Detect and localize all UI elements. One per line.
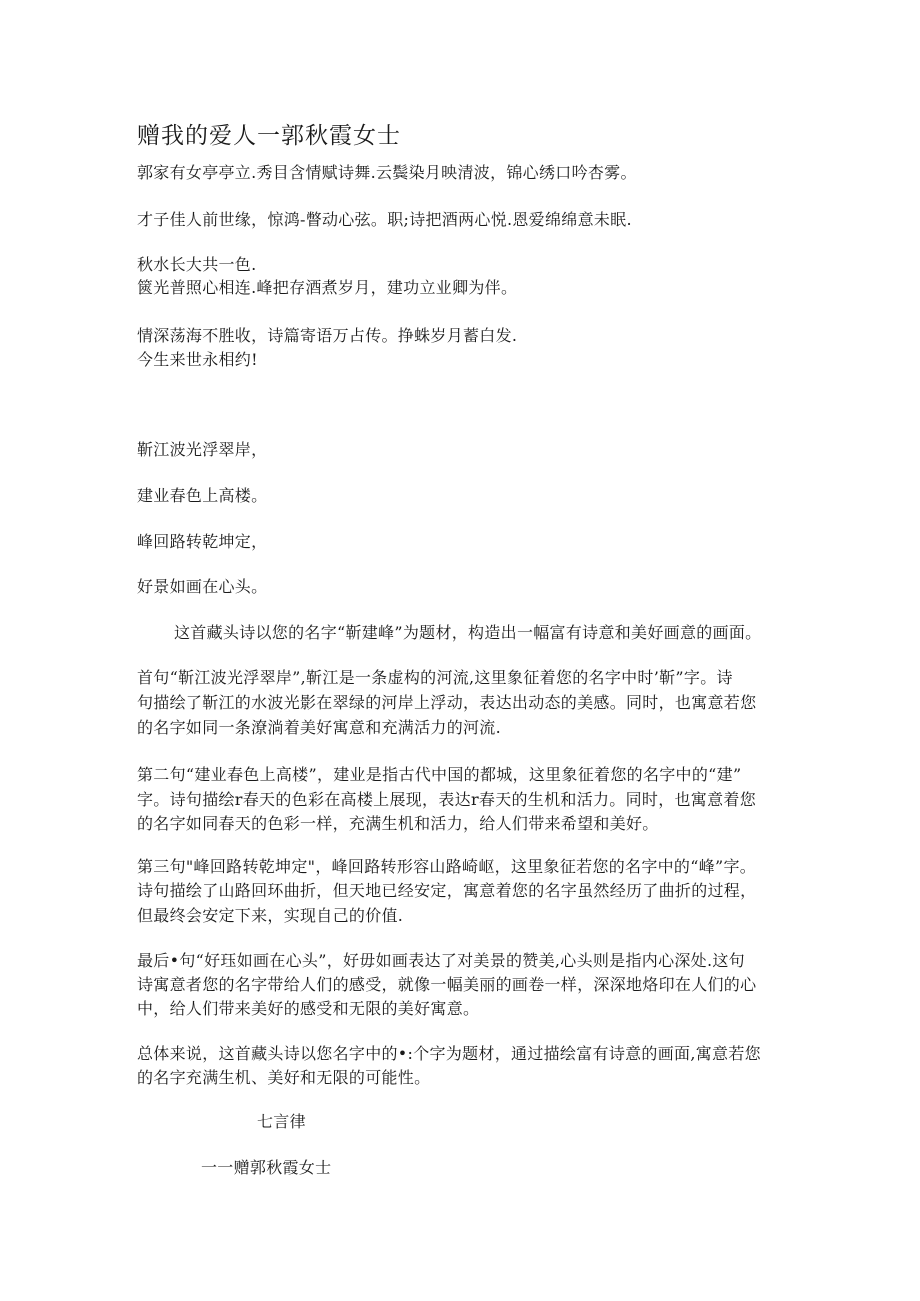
explanation-line: 句描绘了靳江的水波光影在翠绿的河岸上浮动，表达出动态的美感。同时，也寓意若您 bbox=[137, 693, 757, 712]
explanation-line: 诗句描绘了山路回环曲折，但天地已经安定，寓意着您的名字虽然经历了曲折的过程， bbox=[137, 881, 757, 900]
dedication-line: 一一赠郭秋霞女士 bbox=[201, 1158, 332, 1177]
summary-line: 总体来说，这首藏头诗以您名字中的•:个字为题材，通过描绘富有诗意的画面,寓意若您 bbox=[137, 1044, 761, 1063]
explanation-line: 最后•句“好珏如画在心头”，好毋如画表达了对美景的赞美,心头则是指内心深处.这句 bbox=[137, 951, 745, 970]
explanation-line: 中，给人们带来美好的感受和无限的美好寓意。 bbox=[137, 999, 480, 1018]
explanation-line: 但最终会安定下来，实现自己的价值. bbox=[137, 906, 404, 925]
explanation-line: 第二句“建业春色上高楼”，建业是指古代中国的都城，这里象征着您的名字中的“建” bbox=[137, 765, 742, 784]
poem-line: 篋光普照心相连.峰把存酒煮岁月，建功立业卿为伴。 bbox=[137, 278, 518, 297]
explanation-line: 的名字如同一条潦淌着美好寓意和充满活力的河流. bbox=[137, 718, 501, 737]
explanation-line: 诗寓意者您的名字带给人们的感受，就像一幅美丽的画卷一样，深深地烙印在人们的心 bbox=[137, 975, 757, 994]
poem-line: 今生来世永相约! bbox=[137, 350, 258, 369]
poem-form-heading: 七言律 bbox=[257, 1112, 306, 1131]
acrostic-line: 峰回路转乾坤定， bbox=[137, 532, 268, 551]
poem-line: 秋水长大共一色. bbox=[137, 255, 257, 274]
poem-line: 情深荡海不胜收，诗篇寄语万占传。挣蛛岁月蓄白发. bbox=[137, 326, 518, 345]
document-title: 赠我的爱人一郭秋霞女士 bbox=[137, 123, 401, 149]
explanation-intro: 这首藏头诗以您的名字“靳建峰”为题材，构造出一幅富有诗意和美好画意的画面。 bbox=[174, 623, 762, 642]
acrostic-line: 好景如画在心头。 bbox=[137, 577, 268, 596]
explanation-line: 字。诗句描绘r春天的色彩在高楼上展现，表达r春天的生机和活力。同时，也寓意着您 bbox=[137, 790, 756, 809]
acrostic-line: 靳江波光浮翠岸， bbox=[137, 440, 268, 459]
explanation-line: 第三句"峰回路转乾坤定"，峰回路转形容山路崎岖，这里象征若您的名字中的“峰”字。 bbox=[137, 857, 757, 876]
explanation-line: 的名字如同春天的色彩一样，充满生机和活力，给人们带来希望和美好。 bbox=[137, 814, 659, 833]
poem-line: 郭家有女亭亭立.秀目含情赋诗舞.云鬓染月映清波，锦心绣口吟杏雾。 bbox=[137, 163, 637, 182]
summary-line: 的名字充满生机、美好和无限的可能性。 bbox=[137, 1068, 431, 1087]
poem-line: 才子佳人前世缘，惊鸿-瞥动心弦。职;诗把酒两心悦.恩爱绵绵意未眠. bbox=[137, 210, 632, 229]
explanation-line: 首句“靳江波光浮翠岸”,靳江是一条虚构的河流,这里象征着您的名字中时’靳”字。诗 bbox=[137, 668, 733, 687]
acrostic-line: 建业春色上高楼。 bbox=[137, 486, 268, 505]
